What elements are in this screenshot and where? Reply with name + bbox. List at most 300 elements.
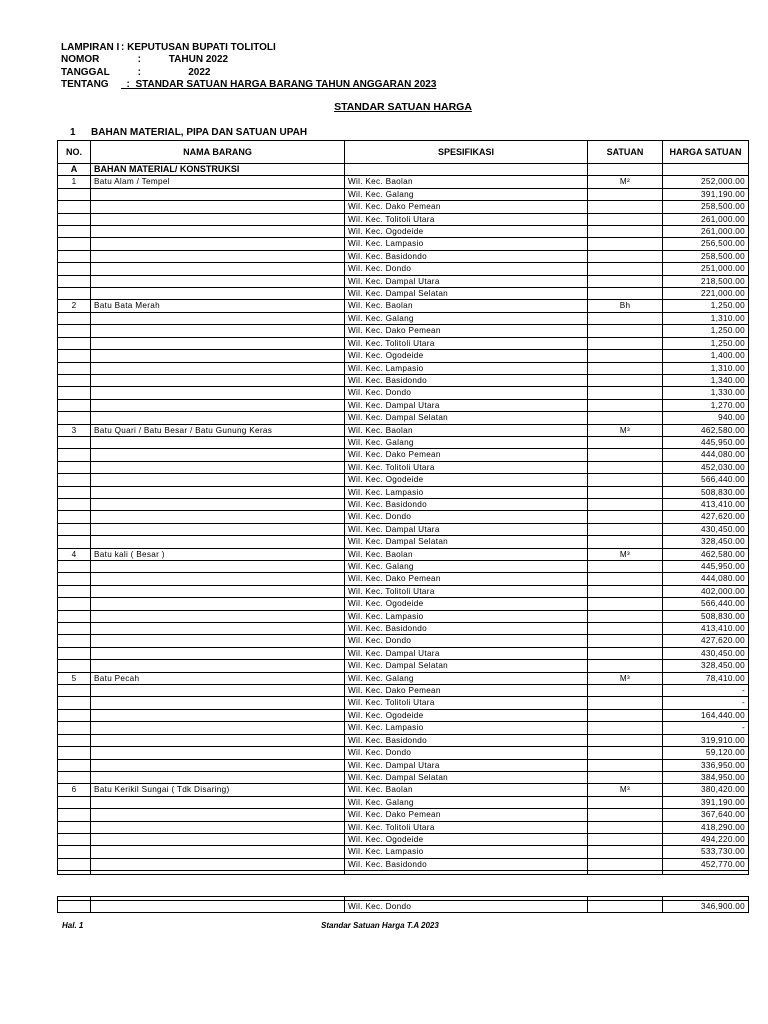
satuan-cell	[588, 312, 663, 324]
table-row	[58, 474, 749, 486]
satuan-cell	[588, 858, 663, 870]
table-row	[58, 647, 749, 659]
table-row	[58, 784, 749, 796]
no-cell	[58, 511, 91, 523]
table-row	[58, 685, 749, 697]
spesifikasi-cell: Wil. Kec. Ogodeide	[345, 709, 588, 721]
no-cell	[58, 436, 91, 448]
harga-cell: -	[663, 722, 749, 734]
table-row	[58, 709, 749, 721]
harga-cell: 1,340.00	[663, 374, 749, 386]
harga-cell: 319,910.00	[663, 734, 749, 746]
nama-barang-cell	[91, 858, 345, 870]
no-cell	[58, 759, 91, 771]
nama-barang-cell	[91, 461, 345, 473]
nama-barang-cell	[91, 623, 345, 635]
harga-cell: 258,500.00	[663, 201, 749, 213]
nama-barang-cell	[91, 809, 345, 821]
spesifikasi-cell: Wil. Kec. Dondo	[345, 747, 588, 759]
table-row	[58, 362, 749, 374]
satuan-cell	[588, 511, 663, 523]
nama-barang-cell	[91, 449, 345, 461]
harga-cell: 391,190.00	[663, 796, 749, 808]
table-row	[58, 672, 749, 684]
harga-cell: -	[663, 697, 749, 709]
satuan-cell	[588, 436, 663, 448]
no-cell	[58, 598, 91, 610]
harga-cell: 328,450.00	[663, 660, 749, 672]
harga-cell: 533,730.00	[663, 846, 749, 858]
spesifikasi-cell: Wil. Kec. Basidondo	[345, 623, 588, 635]
spesifikasi-cell: Wil. Kec. Galang	[345, 796, 588, 808]
no-cell	[58, 474, 91, 486]
nama-barang-cell	[91, 697, 345, 709]
table-row	[58, 238, 749, 250]
spesifikasi-cell: Wil. Kec. Galang	[345, 188, 588, 200]
nama-barang-cell	[91, 325, 345, 337]
spesifikasi-cell: Wil. Kec. Dako Pemean	[345, 201, 588, 213]
harga-cell: 462,580.00	[663, 424, 749, 436]
no-cell: 6	[58, 784, 91, 796]
spesifikasi-cell: Wil. Kec. Lampasio	[345, 846, 588, 858]
spesifikasi-cell: Wil. Kec. Lampasio	[345, 238, 588, 250]
harga-cell: 413,410.00	[663, 498, 749, 510]
harga-cell: 427,620.00	[663, 511, 749, 523]
spesifikasi-cell: Wil. Kec. Tolitoli Utara	[345, 821, 588, 833]
footer-document-name: Standar Satuan Harga T.A 2023	[321, 921, 439, 930]
continuation-table	[57, 896, 749, 913]
harga-cell: 218,500.00	[663, 275, 749, 287]
satuan-cell	[588, 747, 663, 759]
no-cell	[58, 796, 91, 808]
harga-cell: 1,400.00	[663, 350, 749, 362]
harga-cell: 78,410.00	[663, 672, 749, 684]
satuan-cell	[588, 250, 663, 262]
spesifikasi-cell: Wil. Kec. Baolan	[345, 176, 588, 188]
table-row	[58, 901, 749, 913]
table-row	[58, 833, 749, 845]
harga-cell: 1,250.00	[663, 337, 749, 349]
satuan-cell	[588, 474, 663, 486]
header-no: NO.	[58, 141, 91, 164]
table-row	[58, 226, 749, 238]
table-row	[58, 635, 749, 647]
nama-barang-cell	[91, 498, 345, 510]
spesifikasi-cell: Wil. Kec. Ogodeide	[345, 350, 588, 362]
spesifikasi-cell: Wil. Kec. Dondo	[345, 511, 588, 523]
spesifikasi-cell: Wil. Kec. Tolitoli Utara	[345, 697, 588, 709]
no-cell	[58, 250, 91, 262]
nama-barang-cell: Batu Kerikil Sungai ( Tdk Disaring)	[91, 784, 345, 796]
satuan-cell	[588, 573, 663, 585]
table-header-row	[58, 141, 749, 164]
harga-cell: 566,440.00	[663, 474, 749, 486]
spesifikasi-cell: Wil. Kec. Tolitoli Utara	[345, 213, 588, 225]
spesifikasi-cell: Wil. Kec. Lampasio	[345, 610, 588, 622]
nama-barang-cell: Batu Bata Merah	[91, 300, 345, 312]
no-cell	[58, 263, 91, 275]
harga-cell: 328,450.00	[663, 536, 749, 548]
satuan-cell	[588, 585, 663, 597]
harga-cell: 940.00	[663, 412, 749, 424]
no-cell	[58, 498, 91, 510]
satuan-cell	[588, 647, 663, 659]
satuan-cell	[588, 697, 663, 709]
no-cell	[58, 647, 91, 659]
satuan-cell	[588, 288, 663, 300]
satuan-cell	[588, 796, 663, 808]
satuan-cell	[588, 238, 663, 250]
table-row	[58, 263, 749, 275]
nama-barang-cell	[91, 436, 345, 448]
no-cell: 5	[58, 672, 91, 684]
section-label: BAHAN MATERIAL, PIPA DAN SATUAN UPAH	[91, 127, 308, 138]
no-cell	[58, 337, 91, 349]
satuan-cell: M²	[588, 176, 663, 188]
no-cell	[58, 747, 91, 759]
spesifikasi-cell: Wil. Kec. Dako Pemean	[345, 573, 588, 585]
table-row	[58, 573, 749, 585]
nama-barang-cell	[91, 362, 345, 374]
nama-barang-cell	[91, 722, 345, 734]
satuan-cell	[588, 536, 663, 548]
table-row	[58, 188, 749, 200]
table-row	[58, 350, 749, 362]
spesifikasi-cell: Wil. Kec. Baolan	[345, 548, 588, 560]
no-cell	[58, 412, 91, 424]
table-row	[58, 461, 749, 473]
satuan-cell	[588, 226, 663, 238]
nama-barang-cell	[91, 201, 345, 213]
harga-cell: 508,830.00	[663, 610, 749, 622]
no-cell	[58, 523, 91, 535]
no-cell	[58, 846, 91, 858]
footer-page-number: Hal. 1	[62, 921, 84, 930]
harga-cell: 1,250.00	[663, 300, 749, 312]
nama-barang-cell: Batu Alam / Tempel	[91, 176, 345, 188]
spesifikasi-cell: Wil. Kec. Dampal Utara	[345, 399, 588, 411]
satuan-cell	[588, 337, 663, 349]
table-row	[58, 288, 749, 300]
harga-cell: 508,830.00	[663, 486, 749, 498]
harga-cell: 444,080.00	[663, 573, 749, 585]
harga-cell: 346,900.00	[663, 901, 749, 913]
no-cell	[58, 734, 91, 746]
no-cell	[58, 387, 91, 399]
spesifikasi-cell: Wil. Kec. Basidondo	[345, 374, 588, 386]
harga-cell: 418,290.00	[663, 821, 749, 833]
nama-barang-cell	[91, 263, 345, 275]
table-row	[58, 623, 749, 635]
table-row	[58, 561, 749, 573]
satuan-cell	[588, 263, 663, 275]
spesifikasi-cell: Wil. Kec. Baolan	[345, 784, 588, 796]
satuan-cell	[588, 722, 663, 734]
spesifikasi-cell: Wil. Kec. Dampal Selatan	[345, 771, 588, 783]
no-cell	[58, 573, 91, 585]
spesifikasi-cell: Wil. Kec. Dampal Utara	[345, 523, 588, 535]
price-table	[57, 140, 749, 875]
satuan-cell	[588, 213, 663, 225]
table-row	[58, 598, 749, 610]
satuan-cell	[588, 598, 663, 610]
satuan-cell: Bh	[588, 300, 663, 312]
no-cell	[58, 325, 91, 337]
header-harga-satuan: HARGA SATUAN	[663, 141, 749, 164]
nama-barang-cell	[91, 288, 345, 300]
no-cell	[58, 350, 91, 362]
harga-cell: -	[663, 685, 749, 697]
nama-barang-cell	[91, 350, 345, 362]
nama-barang-cell	[91, 561, 345, 573]
no-cell: 1	[58, 176, 91, 188]
nama-barang-cell: Batu kali ( Besar )	[91, 548, 345, 560]
nama-barang-cell	[91, 709, 345, 721]
no-cell	[58, 561, 91, 573]
spesifikasi-cell: Wil. Kec. Baolan	[345, 424, 588, 436]
category-code: A	[58, 164, 91, 176]
harga-cell: 430,450.00	[663, 647, 749, 659]
spesifikasi-cell: Wil. Kec. Dondo	[345, 263, 588, 275]
nama-barang-cell	[91, 833, 345, 845]
spesifikasi-cell: Wil. Kec. Basidondo	[345, 858, 588, 870]
category-row	[58, 164, 749, 176]
satuan-cell	[588, 188, 663, 200]
harga-cell: 427,620.00	[663, 635, 749, 647]
harga-cell: 1,270.00	[663, 399, 749, 411]
satuan-cell	[588, 387, 663, 399]
harga-cell: 384,950.00	[663, 771, 749, 783]
table-row	[58, 759, 749, 771]
satuan-cell: M³	[588, 548, 663, 560]
spesifikasi-cell: Wil. Kec. Dondo	[345, 635, 588, 647]
no-cell	[58, 771, 91, 783]
harga-cell: 1,310.00	[663, 312, 749, 324]
no-cell	[58, 635, 91, 647]
category-label: BAHAN MATERIAL/ KONSTRUKSI	[91, 164, 345, 176]
nama-barang-cell	[91, 486, 345, 498]
spesifikasi-cell: Wil. Kec. Dampal Selatan	[345, 288, 588, 300]
harga-cell: 452,770.00	[663, 858, 749, 870]
table-row	[58, 821, 749, 833]
harga-cell: 367,640.00	[663, 809, 749, 821]
nama-barang-cell	[91, 747, 345, 759]
no-cell	[58, 374, 91, 386]
satuan-cell	[588, 734, 663, 746]
spesifikasi-cell: Wil. Kec. Dampal Utara	[345, 275, 588, 287]
satuan-cell	[588, 275, 663, 287]
table-row	[58, 449, 749, 461]
satuan-cell	[588, 846, 663, 858]
harga-cell: 59,120.00	[663, 747, 749, 759]
satuan-cell: M³	[588, 672, 663, 684]
satuan-cell	[588, 325, 663, 337]
harga-cell: 445,950.00	[663, 561, 749, 573]
spesifikasi-cell: Wil. Kec. Basidondo	[345, 734, 588, 746]
satuan-cell: M³	[588, 784, 663, 796]
table-row	[58, 660, 749, 672]
no-cell	[58, 399, 91, 411]
satuan-cell	[588, 771, 663, 783]
nama-barang-cell	[91, 585, 345, 597]
satuan-cell	[588, 660, 663, 672]
spesifikasi-cell: Wil. Kec. Dampal Utara	[345, 647, 588, 659]
spesifikasi-cell: Wil. Kec. Dampal Utara	[345, 759, 588, 771]
nama-barang-cell	[91, 474, 345, 486]
nama-barang-cell	[91, 660, 345, 672]
table-row	[58, 697, 749, 709]
harga-cell: 256,500.00	[663, 238, 749, 250]
no-cell	[58, 610, 91, 622]
spesifikasi-cell: Wil. Kec. Dondo	[345, 387, 588, 399]
satuan-cell	[588, 523, 663, 535]
nama-barang-cell	[91, 759, 345, 771]
nama-barang-cell	[91, 188, 345, 200]
no-cell	[58, 486, 91, 498]
no-cell	[58, 833, 91, 845]
no-cell	[58, 697, 91, 709]
table-row	[58, 424, 749, 436]
harga-cell: 413,410.00	[663, 623, 749, 635]
no-cell	[58, 226, 91, 238]
satuan-cell	[588, 412, 663, 424]
nama-barang-cell	[91, 821, 345, 833]
spesifikasi-cell: Wil. Kec. Dampal Selatan	[345, 412, 588, 424]
spesifikasi-cell: Wil. Kec. Dondo	[345, 901, 588, 913]
table-row	[58, 486, 749, 498]
header-spesifikasi: SPESIFIKASI	[345, 141, 588, 164]
harga-cell: 1,310.00	[663, 362, 749, 374]
satuan-cell	[588, 449, 663, 461]
nama-barang-cell	[91, 573, 345, 585]
table-row	[58, 548, 749, 560]
no-cell	[58, 623, 91, 635]
no-cell	[58, 585, 91, 597]
nama-barang-cell	[91, 312, 345, 324]
spesifikasi-cell: Wil. Kec. Basidondo	[345, 498, 588, 510]
nama-barang-cell	[91, 598, 345, 610]
section-number: 1	[70, 127, 76, 138]
harga-cell: 252,000.00	[663, 176, 749, 188]
header-satuan: SATUAN	[588, 141, 663, 164]
no-cell	[58, 312, 91, 324]
satuan-cell	[588, 833, 663, 845]
satuan-cell	[588, 821, 663, 833]
harga-cell: 380,420.00	[663, 784, 749, 796]
table-body	[58, 164, 749, 875]
table-row	[58, 511, 749, 523]
harga-cell: 445,950.00	[663, 436, 749, 448]
table-row	[58, 213, 749, 225]
nama-barang-cell	[91, 511, 345, 523]
no-cell	[58, 201, 91, 213]
spesifikasi-cell: Wil. Kec. Dako Pemean	[345, 809, 588, 821]
no-cell	[58, 275, 91, 287]
satuan-cell	[588, 610, 663, 622]
table-row	[58, 809, 749, 821]
harga-cell: 494,220.00	[663, 833, 749, 845]
satuan-cell	[588, 362, 663, 374]
harga-cell: 462,580.00	[663, 548, 749, 560]
harga-cell: 336,950.00	[663, 759, 749, 771]
table-row	[58, 387, 749, 399]
table-row	[58, 399, 749, 411]
harga-cell: 261,000.00	[663, 213, 749, 225]
spesifikasi-cell: Wil. Kec. Ogodeide	[345, 833, 588, 845]
table-row	[58, 858, 749, 870]
harga-cell: 221,000.00	[663, 288, 749, 300]
harga-cell: 258,500.00	[663, 250, 749, 262]
satuan-cell	[588, 201, 663, 213]
spesifikasi-cell: Wil. Kec. Basidondo	[345, 250, 588, 262]
spesifikasi-cell: Wil. Kec. Ogodeide	[345, 598, 588, 610]
satuan-cell	[588, 350, 663, 362]
spesifikasi-cell: Wil. Kec. Galang	[345, 672, 588, 684]
satuan-cell	[588, 498, 663, 510]
no-cell	[58, 188, 91, 200]
nama-barang-cell	[91, 685, 345, 697]
spesifikasi-cell: Wil. Kec. Lampasio	[345, 722, 588, 734]
satuan-cell	[588, 399, 663, 411]
no-cell: 3	[58, 424, 91, 436]
header-nama-barang: NAMA BARANG	[91, 141, 345, 164]
spesifikasi-cell: Wil. Kec. Galang	[345, 436, 588, 448]
nama-barang-cell	[91, 275, 345, 287]
no-cell	[58, 449, 91, 461]
satuan-cell	[588, 623, 663, 635]
satuan-cell	[588, 685, 663, 697]
no-cell	[58, 213, 91, 225]
no-cell: 4	[58, 548, 91, 560]
table-row	[58, 201, 749, 213]
nama-barang-cell: Batu Pecah	[91, 672, 345, 684]
harga-cell: 261,000.00	[663, 226, 749, 238]
table-row	[58, 734, 749, 746]
nama-barang-cell	[91, 412, 345, 424]
harga-cell: 251,000.00	[663, 263, 749, 275]
table-row	[58, 796, 749, 808]
nama-barang-cell	[91, 250, 345, 262]
no-cell	[58, 809, 91, 821]
table-row	[58, 498, 749, 510]
table-row	[58, 846, 749, 858]
spesifikasi-cell: Wil. Kec. Dampal Selatan	[345, 536, 588, 548]
harga-cell: 444,080.00	[663, 449, 749, 461]
table-row	[58, 176, 749, 188]
satuan-cell	[588, 374, 663, 386]
spesifikasi-cell: Wil. Kec. Ogodeide	[345, 226, 588, 238]
nama-barang-cell	[91, 771, 345, 783]
harga-cell: 452,030.00	[663, 461, 749, 473]
table-row	[58, 412, 749, 424]
table-row	[58, 771, 749, 783]
harga-cell: 391,190.00	[663, 188, 749, 200]
spesifikasi-cell: Wil. Kec. Lampasio	[345, 486, 588, 498]
nama-barang-cell	[91, 536, 345, 548]
table-row	[58, 275, 749, 287]
table-row	[58, 722, 749, 734]
table-row	[58, 250, 749, 262]
nama-barang-cell	[91, 846, 345, 858]
table-row	[58, 436, 749, 448]
table-row	[58, 536, 749, 548]
nama-barang-cell	[91, 734, 345, 746]
no-cell	[58, 362, 91, 374]
table-row	[58, 312, 749, 324]
table-row	[58, 610, 749, 622]
nama-barang-cell: Batu Quari / Batu Besar / Batu Gunung Keras	[91, 424, 345, 436]
spesifikasi-cell: Wil. Kec. Lampasio	[345, 362, 588, 374]
